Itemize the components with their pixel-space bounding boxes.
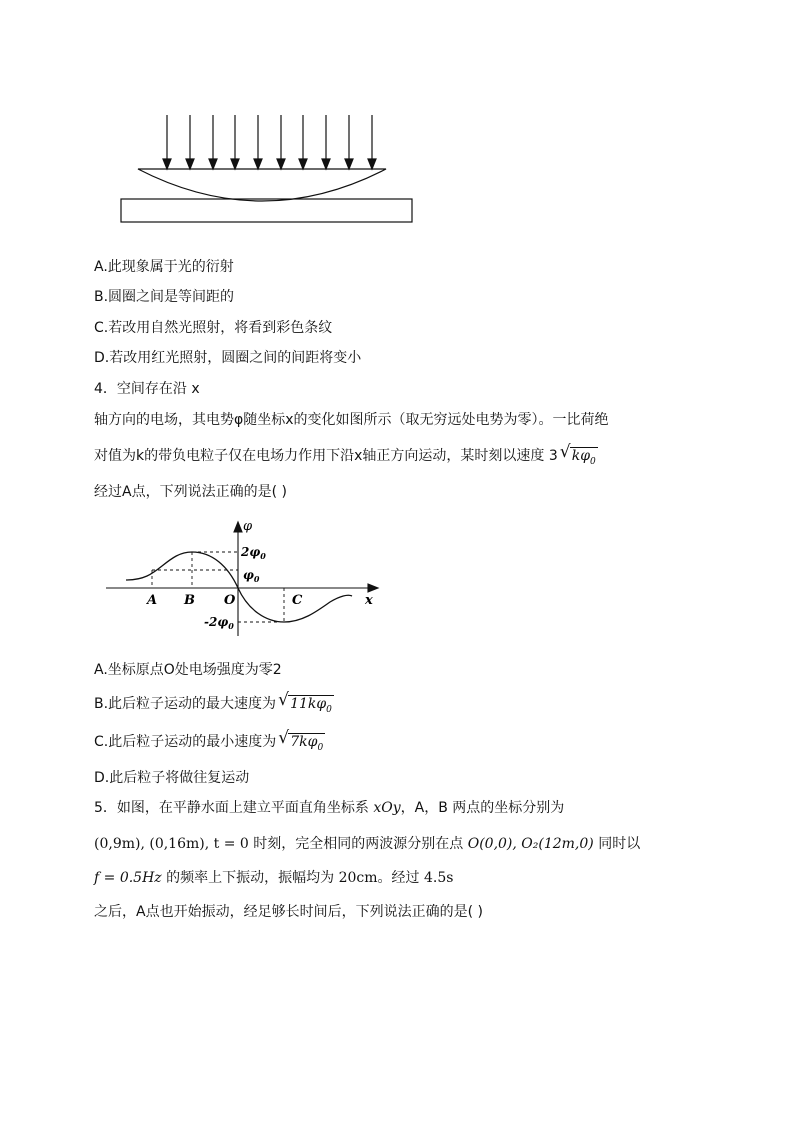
arrow (368, 115, 376, 169)
q4-option-b: B.此后粒子运动的最大速度为 √ $11k\varphi_0$ (94, 694, 334, 720)
potential-curve (126, 552, 352, 622)
convex-lens (138, 169, 386, 201)
arrow (277, 115, 285, 169)
label-point-c: C (292, 593, 303, 608)
sqrt-expression: √ $k\varphi_0$ (559, 442, 596, 467)
arrow (231, 115, 239, 169)
lens-diagram (110, 110, 430, 230)
arrow (345, 115, 353, 169)
q5-stem-line1: 5．如图，在平静水面上建立平面直角坐标系 xOy，A，B 两点的坐标分别为 (94, 800, 565, 816)
q4-stem-line3-text: 对值为k的带负电粒子仅在电场力作用下沿x轴正方向运动，某时刻以速度 3 (94, 448, 558, 464)
x-axis-arrow (368, 584, 378, 592)
arrow (299, 115, 307, 169)
label-point-o: O (224, 593, 236, 608)
label-point-b: B (184, 593, 195, 608)
arrow (209, 115, 217, 169)
glass-plate (121, 199, 412, 222)
q4-stem-line3 (94, 442, 598, 472)
option-b: B.圆圈之间是等间距的 (94, 289, 235, 305)
label-point-a: A (147, 593, 158, 608)
sqrt-expression: √ $7k\varphi_0$ (278, 728, 324, 753)
arrow (322, 115, 330, 169)
q5-stem-line3: f = 0.5Hz 的频率上下振动，振幅均为 20cm。经过 4.5s (94, 870, 454, 886)
q4-stem-line2: 轴方向的电场，其电势φ随坐标x的变化如图所示（取无穷远处电势为零）。一比荷绝 (94, 412, 609, 428)
q4-option-a: A.坐标原点O处电场强度为零2 (94, 662, 282, 678)
q4-stem-line4: 经过A点，下列说法正确的是( ) (94, 484, 287, 500)
light-arrows (163, 115, 376, 169)
y-axis-arrow (234, 522, 242, 532)
q4-stem-line1: 4．空间存在沿 x (94, 381, 200, 397)
label-phi: $\varphi_0$ (243, 568, 260, 584)
y-axis-label: φ (243, 519, 253, 534)
arrow (186, 115, 194, 169)
x-axis-label: x (365, 593, 373, 608)
label-neg2phi: $-2\varphi_0$ (204, 615, 234, 631)
option-d: D.若改用红光照射，圆圈之间的间距将变小 (94, 350, 362, 366)
arrow (163, 115, 171, 169)
potential-graph (100, 516, 390, 641)
sqrt-expression: √ $11k\varphi_0$ (278, 690, 332, 715)
q5-stem-line2: (0,9m), (0,16m), t = 0 时刻，完全相同的两波源分别在点 O(0,0), O₂(12m,0) 同时以 (94, 836, 641, 852)
q5-stem-line4: 之后，A点也开始振动，经足够长时间后，下列说法正确的是( ) (94, 904, 483, 920)
arrow (254, 115, 262, 169)
q4-option-d: D.此后粒子将做往复运动 (94, 770, 250, 786)
option-a: A.此现象属于光的衍射 (94, 259, 234, 275)
label-2phi: $2\varphi_0$ (241, 545, 266, 561)
q4-option-c: C.此后粒子运动的最小速度为 √ $7k\varphi_0$ (94, 732, 325, 758)
option-c: C.若改用自然光照射，将看到彩色条纹 (94, 320, 333, 336)
